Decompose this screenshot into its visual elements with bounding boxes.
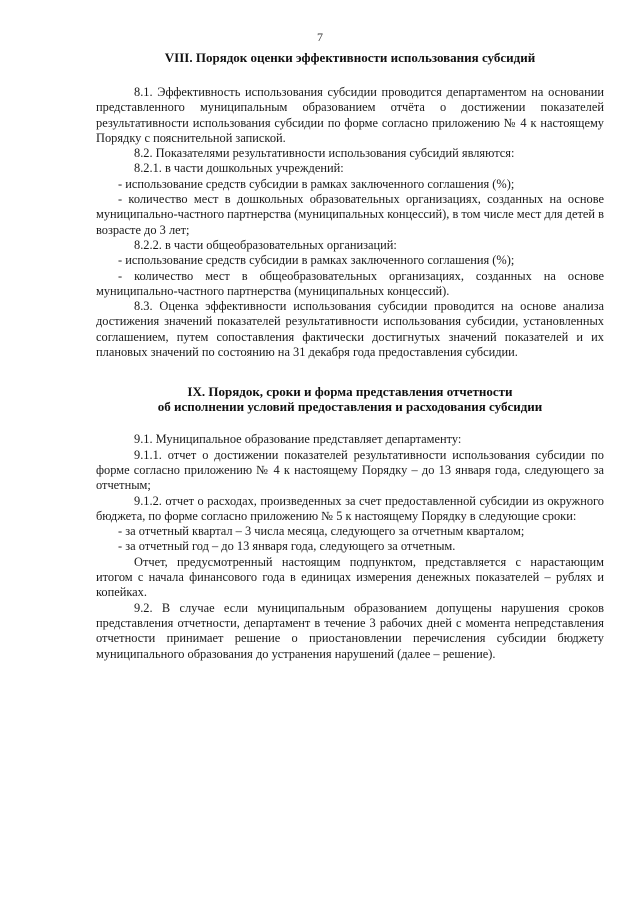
list-item-8-2-1-a: - использование средств субсидии в рамках заключенного соглашения (%); (118, 176, 515, 191)
section-9-heading-line-2: об исполнении условий предоставления и расходования субсидии (157, 399, 543, 415)
section-9-heading-line-1: IX. Порядок, сроки и форма представления отчетности (187, 384, 513, 400)
list-item-8-2-2-a: - использование средств субсидии в рамках заключенного соглашения (%); (118, 253, 515, 268)
paragraph-9-1-1: 9.1.1. отчет о достижении показателей результативности использования субсидии по форме согласно приложению № 4 к настоящему Порядку – до 13 января года, следующего за отчетным; (96, 447, 604, 493)
section-8-heading: VIII. Порядок оценки эффективности использования субсидий (164, 50, 536, 65)
section-9-heading (96, 384, 604, 414)
paragraph-9-2: 9.2. В случае если муниципальным образованием допущены нарушения сроков представления отчетности, департамент в течение 3 рабочих дней с момента непредставления отчетности принимает решение о приостановлении перечисления субсидии бюджету муниципального образования до устранения нарушений (далее – решение). (96, 600, 604, 661)
paragraph-9-1: 9.1. Муниципальное образование представляет департаменту: (134, 432, 462, 447)
paragraph-8-2-2: 8.2.2. в части общеобразовательных организаций: (134, 237, 397, 252)
paragraph-8-2-1: 8.2.1. в части дошкольных учреждений: (134, 161, 344, 176)
paragraph-8-3: 8.3. Оценка эффективности использования субсидии проводится на основе анализа достижения значений показателей результативности использования субсидии, установленных соглашением, путем сопоставления фактически достигнутых значений показателей и их плановых значений по состоянию на 31 декабря года предоставления субсидии. (96, 299, 604, 360)
paragraph-report-note: Отчет, предусмотренный настоящим подпунктом, представляется с нарастающим итогом с начала финансового года в единицах измерения денежных показателей – рублях и копейках. (96, 554, 604, 600)
paragraph-8-2: 8.2. Показателями результативности использования субсидий являются: (134, 146, 515, 161)
page-number: 7 (317, 30, 323, 44)
paragraph-8-1: 8.1. Эффективность использования субсидии проводится департаментом на основании представленного муниципальным образованием отчёта о достижении показателей результативности использования субсидии по форме согласно приложению № 4 к настоящему Порядку с пояснительной запиской. (96, 85, 604, 145)
document-body (96, 50, 604, 662)
paragraph-9-1-2: 9.1.2. отчет о расходах, произведенных за счет предоставленной субсидии из окружного бюджета, по форме согласно приложению № 5 к настоящему Порядку в следующие сроки: (96, 493, 604, 523)
list-item-9-1-2-a: - за отчетный квартал – 3 числа месяца, следующего за отчетным кварталом; (118, 524, 525, 539)
list-item-9-1-2-b: - за отчетный год – до 13 января года, следующего за отчетным. (118, 539, 456, 554)
list-item-8-2-2-b: - количество мест в общеобразовательных организациях, созданных на основе муниципально-частного партнерства (муниципальных концессий). (96, 268, 604, 298)
list-item-8-2-1-b: - количество мест в дошкольных образовательных организациях, созданных на основе муниципально-частного партнерства (муниципальных концессий), в том числе мест для детей в возрасте до 3 лет; (96, 192, 604, 237)
